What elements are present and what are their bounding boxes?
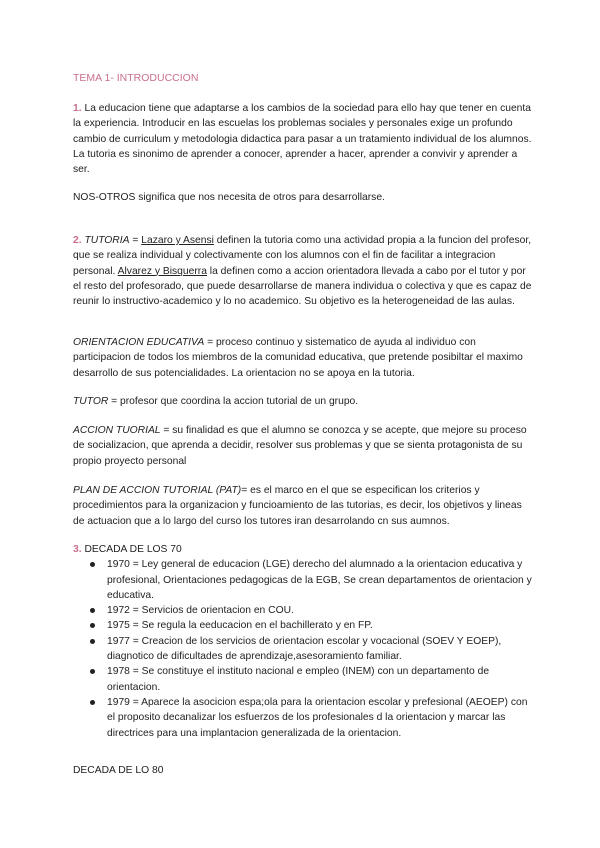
section-1-paragraph — [73, 101, 533, 177]
list-item: 1975 = Se regula la eeducacion en el bachillerato y en FP. — [73, 618, 533, 633]
section-3 — [73, 542, 533, 741]
nosotros-paragraph: NOS-OTROS significa que nos necesita de otros para desarrollarse. — [73, 192, 385, 203]
definition-text: = profesor que coordina la accion tutorial de un grupo. — [108, 396, 359, 407]
definition-term: ORIENTACION EDUCATIVA — [73, 337, 205, 348]
definition-text: = proceso continuo y sistematico de ayuda al individuo con participacion de todos los miembros de la comunidad educativa, que pretende posibiltar el maximo desarrollo de sus potencialidades. La orientacion no se apoya en la tutoria. — [73, 337, 523, 379]
page-title: TEMA 1- INTRODUCCION — [73, 72, 199, 84]
section-2-paragraph — [73, 233, 533, 309]
section-1-number: 1. — [73, 103, 82, 114]
section-3-number: 3. — [73, 544, 82, 555]
definition-text: = su finalidad es que el alumno se conozca y se acepte, que mejore su proceso de socializacion, que aprenda a decidir, resolver sus problemas y que se sienta protagonista de su propio proyecto personal — [73, 425, 527, 467]
author-alvarez-bisquerra: Alvarez y Bisquerra — [117, 265, 207, 277]
definition-term: PLAN DE ACCION TUTORIAL (PAT) — [73, 485, 242, 496]
section-2-text-2: la definen como a accion orientadora llevada a cabo por el tutor y por el resto del profesorado, que puede desarrollarse de manera individua o colectiva y que es capaz de reunir lo instructivo-academico y lo no academico. Su objetivo es la heterogeneidad de las aulas. — [73, 265, 532, 308]
list-item: 1972 = Servicios de orientacion en COU. — [73, 603, 533, 618]
section-2-number: 2. — [73, 235, 82, 246]
list-item: 1970 = Ley general de educacion (LGE) derecho del alumnado a la orientacion educativa y profesional, Orientaciones pedagogicas de la EGB, Se crean departamentos de orientacion y educativa. — [73, 557, 533, 603]
tutoria-term: TUTORIA — [84, 235, 130, 246]
definition-plan-accion-tutorial — [73, 483, 533, 529]
definition-tutor — [73, 394, 533, 409]
author-lazaro-asensi: Lazaro y Asensi — [141, 235, 214, 246]
definition-text: = es el marco en el que se especifican los criterios y procedimientos para la organizacion y funcioamiento de las tutorias, es decir, los objetivos y lineas de actuacion que a lo largo del curso los tutores iran desarrolando cn sus aumnos. — [73, 485, 522, 527]
definition-orientacion-educativa — [73, 335, 533, 381]
section-3-heading-text: DECADA DE LOS 70 — [81, 544, 182, 555]
list-item: 1979 = Aparece la asocicion espa;ola para la orientacion escolar y prefesional (AEOEP) con el proposito decanalizar los esfuerzos de los profesionales d la orientacion y marcar las directrices para una implantacion generalizada de la orientacion. — [73, 695, 533, 741]
list-item: 1977 = Creacion de los servicios de orientacion escolar y vocacional (SOEV Y EOEP), diagnotico de dificultades de aprendizaje,asesoramiento familiar. — [73, 634, 533, 665]
list-item: 1978 = Se constituye el instituto nacional e empleo (INEM) con un departamento de orientacion. — [73, 664, 533, 695]
section-1-text: La educacion tiene que adaptarse a los cambios de la sociedad para ello hay que tener en cuenta la experiencia. Introducir en las escuelas los problemas sociales y personales exige un profundo cambio de curriculum y metodologia didactica para pasar a un tratamiento individual de los alumnos. La tutoria es sinonimo de aprender a conocer, aprender a hacer, aprender a convivir y aprender a ser. — [73, 103, 532, 176]
definition-accion-tutorial — [73, 423, 533, 469]
definition-term: ACCION TUORIAL — [73, 425, 161, 436]
section-2-text-1: definen la tutoria como una actividad propia a la funcion del profesor, que se realiza individual y colectivamente con los alumnos con el fin de facilitar a integracion personal. — [73, 235, 532, 277]
section-3-heading — [73, 542, 533, 557]
definition-term: TUTOR — [73, 396, 109, 407]
equals-sign: = — [129, 235, 142, 246]
section-4-heading: DECADA DE LO 80 — [73, 765, 164, 776]
decade-70-list — [73, 557, 533, 741]
